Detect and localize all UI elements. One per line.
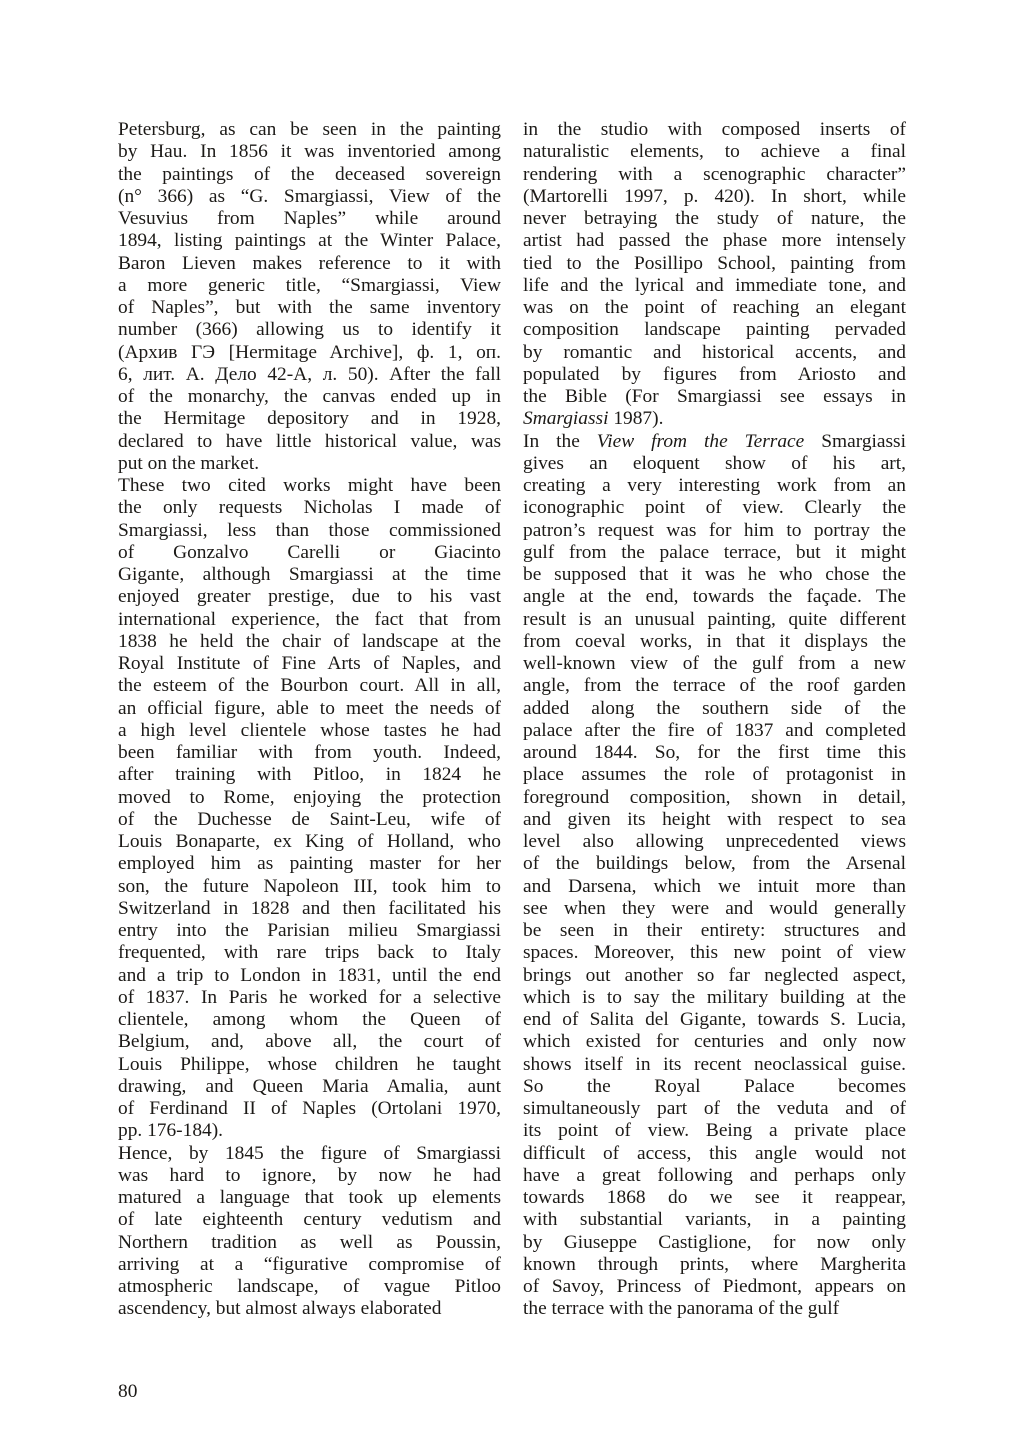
text-line: a more generic title, “Smargiassi, View: [118, 274, 501, 296]
text-line: atmospheric landscape, of vague Pitloo: [118, 1276, 501, 1297]
text-line: simultaneously part of the veduta and of: [523, 1098, 906, 1119]
text-line: ascendency, but almost always elaborated: [118, 1298, 442, 1320]
text-line: palace after the fire of 1837 and completed: [523, 719, 906, 741]
text-line: in the studio with composed inserts of: [523, 119, 906, 140]
text-fragment: Smargiassi: [804, 430, 906, 452]
text-line: gives an eloquent show of his art,: [523, 452, 906, 474]
text-line: of 1837. In Paris he worked for a selective: [118, 986, 501, 1008]
text-line: the Bible (For Smargiassi see essays in: [523, 386, 906, 407]
text-line: creating a very interesting work from an: [523, 475, 906, 496]
text-line: Petersburg, as can be seen in the painting: [118, 119, 501, 140]
text-line: of Ferdinand II of Naples (Ortolani 1970,: [118, 1098, 501, 1119]
text-line: after training with Pitloo, in 1824 he: [118, 764, 501, 786]
text-line: which existed for centuries and only now: [523, 1031, 906, 1053]
text-line: pp. 176-184).: [118, 1120, 224, 1142]
text-line: 6, лит. А. Дело 42-А, л. 50). After the fall: [118, 363, 501, 385]
text-line: towards 1868 do we see it reappear,: [523, 1187, 906, 1208]
text-line: composition landscape painting pervaded: [523, 319, 906, 341]
text-line: which is to say the military building at the: [523, 986, 906, 1008]
text-line: was hard to ignore, by now he had: [118, 1164, 501, 1186]
text-line: and a trip to London in 1831, until the end: [118, 964, 501, 986]
text-line: by Hau. In 1856 it was inventoried among: [118, 141, 501, 163]
text-line: angle, from the terrace of the roof garden: [523, 675, 906, 697]
citation-year: 1987).: [608, 408, 664, 430]
text-line: of late eighteenth century vedutism and: [118, 1209, 501, 1231]
text-line: from coeval works, in that it displays the: [523, 630, 906, 652]
text-line: never betraying the study of nature, the: [523, 208, 906, 229]
text-line: of the monarchy, the canvas ended up in: [118, 386, 501, 407]
text-line: of Savoy, Princess of Piedmont, appears on: [523, 1276, 906, 1297]
text-line: added along the southern side of the: [523, 697, 906, 719]
text-line: arriving at a “figurative compromise of: [118, 1253, 501, 1275]
text-line: and Darsena, which we intuit more than: [523, 875, 906, 897]
text-line: put on the market.: [118, 452, 260, 474]
text-line: Hence, by 1845 the figure of Smargiassi: [118, 1142, 501, 1164]
text-line: with substantial variants, in a painting: [523, 1209, 906, 1231]
text-line: son, the future Napoleon III, took him to: [118, 875, 501, 897]
text-line: international experience, the fact that from: [118, 608, 501, 630]
text-line: Louis Philippe, whose children he taught: [118, 1053, 501, 1075]
text-line: well-known view of the gulf from a new: [523, 653, 906, 674]
text-line: 1894, listing paintings at the Winter Palace,: [118, 230, 501, 252]
text-line: the paintings of the deceased sovereign: [118, 163, 501, 185]
text-line: see when they were and would generally: [523, 897, 906, 919]
text-line: have a great following and perhaps only: [523, 1164, 906, 1186]
text-line: angle at the end, towards the façade. The: [523, 586, 906, 608]
text-line: brings out another so far neglected aspect,: [523, 964, 906, 986]
text-line: patron’s request was for him to portray the: [523, 519, 906, 541]
text-line: of Naples”, but with the same inventory: [118, 297, 501, 318]
text-line: employed him as painting master for her: [118, 853, 501, 875]
text-line: 1838 he held the chair of landscape at the: [118, 630, 501, 652]
left-text-column: [118, 119, 501, 1321]
text-line: been familiar with from youth. Indeed,: [118, 742, 501, 763]
text-line: the Hermitage depository and in 1928,: [118, 408, 501, 430]
text-line: an official figure, able to meet the needs of: [118, 697, 501, 719]
text-line: Royal Institute of Fine Arts of Naples, and: [118, 653, 501, 674]
text-line: (Martorelli 1997, p. 420). In short, while: [523, 185, 906, 207]
text-line: declared to have little historical value, was: [118, 430, 501, 452]
text-line: iconographic point of view. Clearly the: [523, 497, 906, 519]
text-line: the esteem of the Bourbon court. All in all,: [118, 675, 501, 697]
text-line: place assumes the role of protagonist in: [523, 764, 906, 786]
text-line: around 1844. So, for the first time this: [523, 742, 906, 763]
text-line: of Gonzalvo Carelli or Giacinto: [118, 541, 501, 563]
text-line: Louis Bonaparte, ex King of Holland, who: [118, 831, 501, 852]
text-line: life and the lyrical and immediate tone, and: [523, 274, 906, 296]
citation-line: [523, 408, 906, 430]
text-line: (n° 366) as “G. Smargiassi, View of the: [118, 185, 501, 207]
citation-title: Smargiassi: [523, 408, 609, 430]
text-line: gulf from the palace terrace, but it might: [523, 541, 906, 563]
text-line: Northern tradition as well as Poussin,: [118, 1231, 501, 1253]
text-line: foreground composition, shown in detail,: [523, 786, 906, 808]
text-line: result is an unusual painting, quite different: [523, 608, 906, 630]
text-line: moved to Rome, enjoying the protection: [118, 786, 501, 808]
text-line: was on the point of reaching an elegant: [523, 297, 906, 318]
text-line: and given its height with respect to sea: [523, 808, 906, 830]
text-line: level also allowing unprecedented views: [523, 831, 906, 852]
text-line: of the Duchesse de Saint-Leu, wife of: [118, 808, 501, 830]
text-line: rendering with a scenographic character”: [523, 163, 906, 185]
right-text-column: [523, 119, 906, 1321]
text-line: a high level clientele whose tastes he had: [118, 719, 501, 741]
text-line: drawing, and Queen Maria Amalia, aunt: [118, 1075, 501, 1097]
text-line: (Архив ГЭ [Hermitage Archive], ф. 1, оп.: [118, 341, 501, 363]
text-line: artist had passed the phase more intensely: [523, 230, 906, 252]
text-line: Switzerland in 1828 and then facilitated his: [118, 897, 501, 919]
text-line: by romantic and historical accents, and: [523, 341, 906, 363]
text-line: be seen in their entirety: structures and: [523, 920, 906, 941]
text-line: So the Royal Palace becomes: [523, 1075, 906, 1097]
text-line: spaces. Moreover, this new point of view: [523, 942, 906, 964]
text-line: enjoyed greater prestige, due to his vast: [118, 586, 501, 608]
text-line: by Giuseppe Castiglione, for now only: [523, 1231, 906, 1253]
page-number: 80: [118, 1381, 138, 1402]
text-line: tied to the Posillipo School, painting from: [523, 252, 906, 274]
text-line: Smargiassi, less than those commissioned: [118, 519, 501, 541]
text-line: its point of view. Being a private place: [523, 1120, 906, 1142]
text-line: naturalistic elements, to achieve a final: [523, 141, 906, 163]
text-line: shows itself in its recent neoclassical guise.: [523, 1053, 906, 1075]
text-line: matured a language that took up elements: [118, 1187, 501, 1208]
text-line: the only requests Nicholas I made of: [118, 497, 501, 519]
text-line: clientele, among whom the Queen of: [118, 1009, 501, 1030]
text-line: the terrace with the panorama of the gulf: [523, 1298, 840, 1320]
text-line: These two cited works might have been: [118, 475, 501, 496]
text-line: entry into the Parisian milieu Smargiassi: [118, 920, 501, 941]
painting-title: View from the Terrace: [596, 430, 805, 452]
text-fragment: In the: [523, 430, 597, 452]
text-line: known through prints, where Margherita: [523, 1253, 906, 1275]
text-line: number (366) allowing us to identify it: [118, 319, 501, 341]
text-line: Baron Lieven makes reference to it with: [118, 252, 501, 274]
text-line: of the buildings below, from the Arsenal: [523, 853, 906, 875]
text-line: difficult of access, this angle would not: [523, 1142, 906, 1164]
text-line: end of Salita del Gigante, towards S. Lucia,: [523, 1009, 906, 1030]
text-line: Vesuvius from Naples” while around: [118, 208, 501, 229]
text-line: frequented, with rare trips back to Italy: [118, 942, 501, 964]
text-line: Gigante, although Smargiassi at the time: [118, 564, 501, 585]
text-line: [523, 431, 906, 453]
text-line: populated by figures from Ariosto and: [523, 363, 906, 385]
text-line: Belgium, and, above all, the court of: [118, 1031, 501, 1053]
text-line: be supposed that it was he who chose the: [523, 564, 906, 585]
